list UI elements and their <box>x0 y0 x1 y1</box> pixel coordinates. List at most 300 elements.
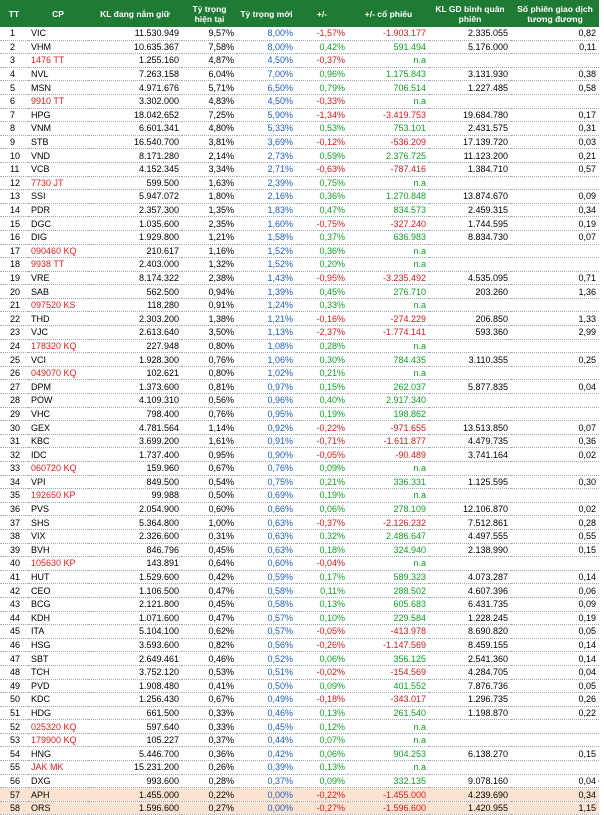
header-cp: CP <box>28 0 88 27</box>
cell-change-shares: -1.611.877 <box>348 434 429 448</box>
table-row <box>0 54 599 68</box>
cell-ty-trong-hien-tai: 7,25% <box>182 108 237 122</box>
cell-kl-gd: 1.420.955 <box>429 801 511 815</box>
cell-so-phien <box>511 462 599 476</box>
cell-kl-gd: 4.607.396 <box>429 584 511 598</box>
cell-ty-trong-hien-tai: 0,33% <box>182 720 237 734</box>
cell-ty-trong-moi: 6,50% <box>237 81 296 95</box>
cell-kl-gd: 4.535.095 <box>429 271 511 285</box>
cell-change: 0,15% <box>296 380 348 394</box>
cell-change: 0,13% <box>296 597 348 611</box>
cell-tt: 6 <box>0 94 28 108</box>
cell-so-phien <box>511 733 599 747</box>
cell-so-phien: 0,05 <box>511 679 599 693</box>
cell-kl-gd <box>429 298 511 312</box>
cell-ty-trong-moi: 8,00% <box>237 27 296 40</box>
cell-kl-gd <box>429 258 511 272</box>
cell-cp: VIC <box>28 27 88 40</box>
cell-tt: 50 <box>0 693 28 707</box>
cell-so-phien: 0,82 <box>511 27 599 40</box>
cell-kl-gd: 12.106.870 <box>429 502 511 516</box>
cell-kl: 599.500 <box>88 176 182 190</box>
cell-change-shares: 605.683 <box>348 597 429 611</box>
cell-cp: TCH <box>28 665 88 679</box>
cell-change: 0,07% <box>296 733 348 747</box>
cell-change-shares: n.a <box>348 258 429 272</box>
table-row <box>0 502 599 516</box>
cell-change-shares: 706.514 <box>348 81 429 95</box>
cell-change: 0,12% <box>296 720 348 734</box>
cell-change-shares: 1.175.843 <box>348 67 429 81</box>
cell-change: -0,26% <box>296 638 348 652</box>
table-row <box>0 679 599 693</box>
cell-change: 0,30% <box>296 353 348 367</box>
cell-ty-trong-moi: 0,49% <box>237 693 296 707</box>
cell-change: -0,05% <box>296 448 348 462</box>
cell-ty-trong-hien-tai: 0,82% <box>182 638 237 652</box>
cell-tt: 27 <box>0 380 28 394</box>
cell-change-shares: n.a <box>348 176 429 190</box>
cell-kl-gd: 1.228.245 <box>429 611 511 625</box>
cell-cp: NVL <box>28 67 88 81</box>
cell-ty-trong-hien-tai: 0,80% <box>182 339 237 353</box>
cell-kl: 1.255.160 <box>88 54 182 68</box>
cell-tt: 57 <box>0 788 28 802</box>
cell-tt: 51 <box>0 706 28 720</box>
cell-change-shares: -343.017 <box>348 693 429 707</box>
table-row <box>0 285 599 299</box>
cell-change: -2,37% <box>296 326 348 340</box>
cell-change: 0,13% <box>296 706 348 720</box>
table-row <box>0 570 599 584</box>
table-row <box>0 747 599 761</box>
cell-kl: 597.640 <box>88 720 182 734</box>
cell-change-shares: 288.502 <box>348 584 429 598</box>
cell-ty-trong-moi: 0,57% <box>237 611 296 625</box>
cell-cp: VJC <box>28 326 88 340</box>
cell-kl: 1.928.300 <box>88 353 182 367</box>
cell-ty-trong-hien-tai: 4,87% <box>182 54 237 68</box>
cell-change: -0,02% <box>296 665 348 679</box>
cell-cp: VHC <box>28 407 88 421</box>
cell-change: 0,10% <box>296 611 348 625</box>
cell-ty-trong-moi: 1,06% <box>237 353 296 367</box>
cell-ty-trong-hien-tai: 0,76% <box>182 353 237 367</box>
cell-kl-gd: 8.834.730 <box>429 230 511 244</box>
cell-kl: 1.106.500 <box>88 584 182 598</box>
cell-ty-trong-hien-tai: 0,56% <box>182 394 237 408</box>
cell-kl-gd: 2.541.360 <box>429 652 511 666</box>
cell-so-phien: 0,02 <box>511 502 599 516</box>
table-row <box>0 176 599 190</box>
cell-kl: 11.530.949 <box>88 27 182 40</box>
cell-tt: 23 <box>0 326 28 340</box>
cell-change: -0,27% <box>296 801 348 815</box>
cell-so-phien <box>511 176 599 190</box>
header-row <box>0 0 599 27</box>
cell-cp: HNG <box>28 747 88 761</box>
cell-so-phien: 0,34 <box>511 203 599 217</box>
cell-ty-trong-moi: 0,57% <box>237 625 296 639</box>
cell-ty-trong-hien-tai: 3,81% <box>182 135 237 149</box>
cell-kl-gd: 7.512.861 <box>429 516 511 530</box>
cell-tt: 9 <box>0 135 28 149</box>
cell-kl: 1.071.600 <box>88 611 182 625</box>
table-row <box>0 312 599 326</box>
cell-kl-gd: 5.176.000 <box>429 40 511 54</box>
cell-kl: 4.971.676 <box>88 81 182 95</box>
cell-ty-trong-moi: 5,33% <box>237 122 296 136</box>
cell-change: -0,16% <box>296 312 348 326</box>
cell-change: 0,75% <box>296 176 348 190</box>
cell-cp: KDH <box>28 611 88 625</box>
cell-ty-trong-hien-tai: 0,62% <box>182 625 237 639</box>
cell-kl-gd: 4.239.690 <box>429 788 511 802</box>
cell-change-shares: -1.903.177 <box>348 27 429 40</box>
cell-tt: 42 <box>0 584 28 598</box>
cell-tt: 54 <box>0 747 28 761</box>
cell-kl-gd <box>429 176 511 190</box>
cell-change-shares: 784.435 <box>348 353 429 367</box>
cell-so-phien: 0,04 <box>511 380 599 394</box>
cell-cp: VIX <box>28 529 88 543</box>
cell-ty-trong-hien-tai: 0,42% <box>182 570 237 584</box>
header-ty-trong-moi: Tỷ trọng mới <box>237 0 296 27</box>
cell-change: 0,32% <box>296 529 348 543</box>
header-change: +/- <box>296 0 348 27</box>
table-row <box>0 380 599 394</box>
cell-cp: JAK MK <box>28 761 88 775</box>
cell-kl-gd: 1.227.485 <box>429 81 511 95</box>
cell-tt: 26 <box>0 366 28 380</box>
cell-ty-trong-moi: 4,50% <box>237 54 296 68</box>
cell-so-phien: 1,33 <box>511 312 599 326</box>
cell-change-shares: 276.710 <box>348 285 429 299</box>
table-body <box>0 27 599 815</box>
cell-ty-trong-moi: 1,24% <box>237 298 296 312</box>
cell-kl: 143.891 <box>88 557 182 571</box>
cell-change-shares: -1.774.141 <box>348 326 429 340</box>
cell-so-phien: 0,36 <box>511 434 599 448</box>
table-row <box>0 94 599 108</box>
cell-ty-trong-moi: 1,21% <box>237 312 296 326</box>
table-row <box>0 638 599 652</box>
cell-ty-trong-moi: 0,95% <box>237 407 296 421</box>
cell-change-shares: n.a <box>348 366 429 380</box>
cell-tt: 31 <box>0 434 28 448</box>
cell-ty-trong-hien-tai: 5,71% <box>182 81 237 95</box>
cell-kl: 1.737.400 <box>88 448 182 462</box>
cell-ty-trong-hien-tai: 0,45% <box>182 543 237 557</box>
cell-tt: 8 <box>0 122 28 136</box>
cell-tt: 25 <box>0 353 28 367</box>
table-row <box>0 339 599 353</box>
header-kl: KL đang nắm giữ <box>88 0 182 27</box>
table-row <box>0 27 599 40</box>
cell-kl-gd: 1.296.735 <box>429 693 511 707</box>
cell-ty-trong-moi: 0,91% <box>237 434 296 448</box>
cell-tt: 55 <box>0 761 28 775</box>
cell-kl: 2.326.600 <box>88 529 182 543</box>
table-row <box>0 665 599 679</box>
cell-change-shares: 1.270.848 <box>348 190 429 204</box>
cell-ty-trong-moi: 2,39% <box>237 176 296 190</box>
cell-change-shares: n.a <box>348 462 429 476</box>
cell-ty-trong-moi: 0,76% <box>237 462 296 476</box>
cell-change: -0,04% <box>296 557 348 571</box>
cell-kl-gd: 593.360 <box>429 326 511 340</box>
cell-tt: 22 <box>0 312 28 326</box>
cell-ty-trong-moi: 0,75% <box>237 475 296 489</box>
cell-kl-gd: 3.741.164 <box>429 448 511 462</box>
cell-kl: 1.929.800 <box>88 230 182 244</box>
cell-kl-gd: 6.138.270 <box>429 747 511 761</box>
cell-change-shares: -413.978 <box>348 625 429 639</box>
cell-kl: 15.231.200 <box>88 761 182 775</box>
cell-ty-trong-moi: 0,42% <box>237 747 296 761</box>
cell-change: 0,47% <box>296 203 348 217</box>
cell-tt: 13 <box>0 190 28 204</box>
cell-cp: DPM <box>28 380 88 394</box>
cell-tt: 36 <box>0 502 28 516</box>
cell-cp: VND <box>28 149 88 163</box>
cell-tt: 45 <box>0 625 28 639</box>
cell-so-phien: 0,09 <box>511 597 599 611</box>
table-row <box>0 652 599 666</box>
cell-cp: 9910 TT <box>28 94 88 108</box>
cell-change: 0,59% <box>296 149 348 163</box>
cell-so-phien: 0,38 <box>511 67 599 81</box>
table-row <box>0 543 599 557</box>
cell-change: 0,06% <box>296 502 348 516</box>
cell-kl-gd: 3.131.930 <box>429 67 511 81</box>
cell-kl: 661.500 <box>88 706 182 720</box>
cell-ty-trong-moi: 0,52% <box>237 652 296 666</box>
cell-so-phien <box>511 298 599 312</box>
cell-so-phien: 0,26 <box>511 693 599 707</box>
cell-ty-trong-hien-tai: 0,27% <box>182 801 237 815</box>
cell-tt: 29 <box>0 407 28 421</box>
cell-change: -0,12% <box>296 135 348 149</box>
table-row <box>0 720 599 734</box>
cell-kl-gd: 203.260 <box>429 285 511 299</box>
cell-ty-trong-moi: 4,50% <box>237 94 296 108</box>
cell-change: 0,06% <box>296 747 348 761</box>
cell-cp: STB <box>28 135 88 149</box>
cell-so-phien: 0,02 <box>511 448 599 462</box>
table-row <box>0 557 599 571</box>
cell-change: 0,18% <box>296 543 348 557</box>
cell-ty-trong-moi: 0,46% <box>237 706 296 720</box>
cell-ty-trong-moi: 1,02% <box>237 366 296 380</box>
cell-kl-gd <box>429 94 511 108</box>
cell-change-shares: -274.229 <box>348 312 429 326</box>
table-row <box>0 448 599 462</box>
cell-change: 0,06% <box>296 652 348 666</box>
cell-cp: VPI <box>28 475 88 489</box>
cell-cp: VRE <box>28 271 88 285</box>
cell-change: -1,34% <box>296 108 348 122</box>
cell-change-shares: 834.573 <box>348 203 429 217</box>
cell-ty-trong-moi: 1,58% <box>237 230 296 244</box>
cell-cp: KDC <box>28 693 88 707</box>
cell-so-phien <box>511 761 599 775</box>
cell-so-phien: 0,15 <box>511 747 599 761</box>
cell-kl-gd <box>429 761 511 775</box>
cell-kl-gd: 17.139.720 <box>429 135 511 149</box>
cell-kl: 846.796 <box>88 543 182 557</box>
cell-cp: SSI <box>28 190 88 204</box>
cell-ty-trong-hien-tai: 4,83% <box>182 94 237 108</box>
cell-so-phien: 0,14 <box>511 638 599 652</box>
cell-tt: 28 <box>0 394 28 408</box>
cell-cp: PVS <box>28 502 88 516</box>
table-row <box>0 271 599 285</box>
cell-so-phien <box>511 54 599 68</box>
cell-kl-gd: 1.125.595 <box>429 475 511 489</box>
cell-ty-trong-hien-tai: 0,22% <box>182 788 237 802</box>
cell-kl-gd: 5.877.835 <box>429 380 511 394</box>
cell-kl-gd <box>429 489 511 503</box>
cell-ty-trong-hien-tai: 0,64% <box>182 557 237 571</box>
cell-change-shares: -90.489 <box>348 448 429 462</box>
cell-kl: 99.988 <box>88 489 182 503</box>
table-row <box>0 733 599 747</box>
cell-tt: 43 <box>0 597 28 611</box>
table-row <box>0 108 599 122</box>
cell-so-phien: 0,58 <box>511 81 599 95</box>
cell-kl: 849.500 <box>88 475 182 489</box>
cell-change: 0,09% <box>296 462 348 476</box>
cell-kl: 4.152.345 <box>88 162 182 176</box>
cell-change: -1,57% <box>296 27 348 40</box>
cell-so-phien <box>511 366 599 380</box>
cell-so-phien: 2,99 <box>511 326 599 340</box>
cell-cp: ORS <box>28 801 88 815</box>
cell-ty-trong-moi: 1,43% <box>237 271 296 285</box>
cell-ty-trong-moi: 0,63% <box>237 529 296 543</box>
cell-tt: 44 <box>0 611 28 625</box>
table-row <box>0 421 599 435</box>
cell-change: 0,36% <box>296 190 348 204</box>
table-row <box>0 475 599 489</box>
cell-tt: 35 <box>0 489 28 503</box>
cell-cp: IDC <box>28 448 88 462</box>
cell-tt: 5 <box>0 81 28 95</box>
cell-ty-trong-hien-tai: 0,54% <box>182 475 237 489</box>
cell-kl: 5.446.700 <box>88 747 182 761</box>
cell-cp: 179900 KQ <box>28 733 88 747</box>
header-kl-gd: KL GD bình quân phiên <box>429 0 511 27</box>
cell-ty-trong-moi: 0,66% <box>237 502 296 516</box>
cell-tt: 32 <box>0 448 28 462</box>
cell-ty-trong-moi: 0,90% <box>237 448 296 462</box>
cell-so-phien: 0,03 <box>511 135 599 149</box>
table-row <box>0 706 599 720</box>
table-row <box>0 462 599 476</box>
cell-kl: 993.600 <box>88 774 182 788</box>
cell-ty-trong-moi: 1,08% <box>237 339 296 353</box>
cell-change-shares: 262.037 <box>348 380 429 394</box>
cell-kl: 4.781.564 <box>88 421 182 435</box>
cell-change-shares: 2.917.340 <box>348 394 429 408</box>
cell-cp: BCG <box>28 597 88 611</box>
cell-ty-trong-hien-tai: 1,16% <box>182 244 237 258</box>
cell-so-phien: 0,21 <box>511 149 599 163</box>
cell-cp: APH <box>28 788 88 802</box>
cell-cp: HDG <box>28 706 88 720</box>
cell-ty-trong-moi: 0,59% <box>237 570 296 584</box>
cell-so-phien <box>511 407 599 421</box>
table-row <box>0 625 599 639</box>
cell-tt: 24 <box>0 339 28 353</box>
cell-kl: 6.601.341 <box>88 122 182 136</box>
cell-cp: ITA <box>28 625 88 639</box>
cell-change: -0,22% <box>296 421 348 435</box>
header-change-shares: +/- cổ phiếu <box>348 0 429 27</box>
cell-tt: 58 <box>0 801 28 815</box>
cell-kl-gd: 19.684.780 <box>429 108 511 122</box>
cell-ty-trong-moi: 0,00% <box>237 801 296 815</box>
cell-change-shares: 591.494 <box>348 40 429 54</box>
cell-kl: 18.042.652 <box>88 108 182 122</box>
table-row <box>0 149 599 163</box>
table-row <box>0 135 599 149</box>
cell-change-shares: n.a <box>348 733 429 747</box>
cell-cp: KBC <box>28 434 88 448</box>
cell-tt: 47 <box>0 652 28 666</box>
cell-ty-trong-hien-tai: 0,46% <box>182 652 237 666</box>
cell-change: 0,21% <box>296 475 348 489</box>
cell-so-phien: 0,04 <box>511 665 599 679</box>
cell-kl-gd: 4.479.735 <box>429 434 511 448</box>
cell-cp: SHS <box>28 516 88 530</box>
cell-tt: 12 <box>0 176 28 190</box>
table-row <box>0 584 599 598</box>
cell-change-shares: 636.983 <box>348 230 429 244</box>
cell-kl-gd: 2.335.055 <box>429 27 511 40</box>
table-row <box>0 597 599 611</box>
cell-change-shares: 198.862 <box>348 407 429 421</box>
cell-ty-trong-moi: 0,56% <box>237 638 296 652</box>
cell-change-shares: 904.253 <box>348 747 429 761</box>
cell-so-phien: 0,31 <box>511 122 599 136</box>
cell-tt: 46 <box>0 638 28 652</box>
cell-tt: 30 <box>0 421 28 435</box>
table-row <box>0 366 599 380</box>
cell-kl-gd: 1.198.870 <box>429 706 511 720</box>
cell-so-phien: 0,34 <box>511 788 599 802</box>
cell-kl-gd: 7.876.736 <box>429 679 511 693</box>
cell-ty-trong-moi: 0,69% <box>237 489 296 503</box>
cell-kl-gd <box>429 557 511 571</box>
cell-kl-gd: 206.850 <box>429 312 511 326</box>
cell-change: 0,45% <box>296 285 348 299</box>
cell-cp: HSG <box>28 638 88 652</box>
cell-tt: 56 <box>0 774 28 788</box>
cell-tt: 7 <box>0 108 28 122</box>
cell-change: 0,09% <box>296 774 348 788</box>
cell-ty-trong-hien-tai: 1,14% <box>182 421 237 435</box>
cell-kl-gd <box>429 54 511 68</box>
table-row <box>0 611 599 625</box>
cell-change-shares: -787.416 <box>348 162 429 176</box>
cell-cp: 049070 KQ <box>28 366 88 380</box>
table-row <box>0 190 599 204</box>
cell-kl: 2.403.000 <box>88 258 182 272</box>
cell-tt: 33 <box>0 462 28 476</box>
cell-change-shares: n.a <box>348 761 429 775</box>
